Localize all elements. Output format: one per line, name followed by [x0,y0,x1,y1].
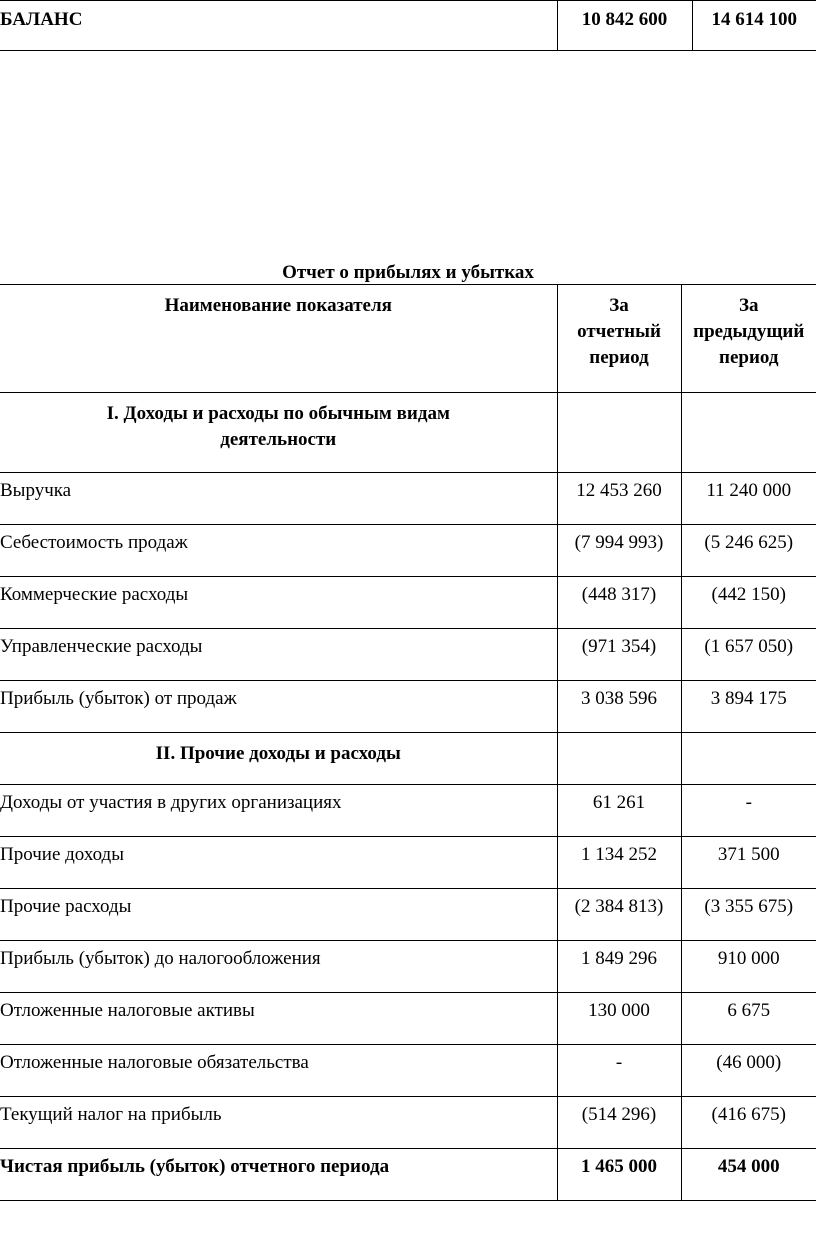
balance-value-2: 14 614 100 [692,1,816,51]
header-previous-line3: период [719,347,779,368]
header-previous-line1: За [738,295,759,316]
table-row [0,473,816,525]
row-current: (448 317) [557,577,681,629]
row-current: 130 000 [557,993,681,1045]
section-1-previous-empty [681,393,816,473]
row-current: (7 994 993) [557,525,681,577]
row-previous: 371 500 [681,837,816,889]
section-2-current-empty [557,733,681,785]
row-name: Выручка [0,473,557,525]
row-previous: (1 657 050) [681,629,816,681]
row-previous: (46 000) [681,1045,816,1097]
row-name: Себестоимость продаж [0,525,557,577]
row-name: Прибыль (убыток) до налогообложения [0,941,557,993]
net-profit-row [0,1149,816,1201]
row-name: Доходы от участия в других организациях [0,785,557,837]
row-previous: 11 240 000 [681,473,816,525]
table-row [0,785,816,837]
row-name: Коммерческие расходы [0,577,557,629]
row-previous: (442 150) [681,577,816,629]
row-current: 1 849 296 [557,941,681,993]
header-row [0,285,816,393]
row-name: Текущий налог на прибыль [0,1097,557,1149]
income-statement-table [0,284,816,1201]
row-previous: (3 355 675) [681,889,816,941]
row-name: Отложенные налоговые активы [0,993,557,1045]
table-row [0,681,816,733]
section-1-line2: деятельности [220,429,337,450]
row-name: Прочие расходы [0,889,557,941]
balance-table [0,0,816,51]
balance-row [0,1,816,51]
row-name: Чистая прибыль (убыток) отчетного периода [0,1149,557,1201]
balance-label: БАЛАНС [0,1,557,51]
row-name: Отложенные налоговые обязательства [0,1045,557,1097]
row-previous: 454 000 [681,1149,816,1201]
table-row [0,941,816,993]
section-1-title [0,393,557,473]
balance-value-1: 10 842 600 [557,1,692,51]
table-row [0,1097,816,1149]
row-previous: (416 675) [681,1097,816,1149]
table-row [0,525,816,577]
table-row [0,837,816,889]
row-current: - [557,1045,681,1097]
row-previous: 3 894 175 [681,681,816,733]
header-current-line3: период [589,347,649,368]
header-current-line1: За [609,295,629,316]
table-row [0,1045,816,1097]
row-previous: 6 675 [681,993,816,1045]
row-current: (971 354) [557,629,681,681]
row-name: Управленческие расходы [0,629,557,681]
section-2-previous-empty [681,733,816,785]
header-current-line2: отчетный [577,321,661,342]
table-row [0,629,816,681]
section-2-title: II. Прочие доходы и расходы [0,733,557,785]
row-name: Прочие доходы [0,837,557,889]
row-previous: 910 000 [681,941,816,993]
header-name: Наименование показателя [0,285,557,393]
row-current: 1 465 000 [557,1149,681,1201]
section-1-line1: I. Доходы и расходы по обычным видам [106,403,450,424]
row-current: 1 134 252 [557,837,681,889]
row-current: 61 261 [557,785,681,837]
row-current: (514 296) [557,1097,681,1149]
row-current: 3 038 596 [557,681,681,733]
section-1-current-empty [557,393,681,473]
header-current [557,285,681,393]
section-2-row [0,733,816,785]
row-current: (2 384 813) [557,889,681,941]
report-title: Отчет о прибылях и убытках [282,262,534,283]
table-row [0,889,816,941]
row-previous: - [681,785,816,837]
header-previous [681,285,816,393]
row-current: 12 453 260 [557,473,681,525]
table-row [0,577,816,629]
section-1-row [0,393,816,473]
table-row [0,993,816,1045]
header-previous-line2: предыдущий [693,321,805,342]
row-previous: (5 246 625) [681,525,816,577]
row-name: Прибыль (убыток) от продаж [0,681,557,733]
